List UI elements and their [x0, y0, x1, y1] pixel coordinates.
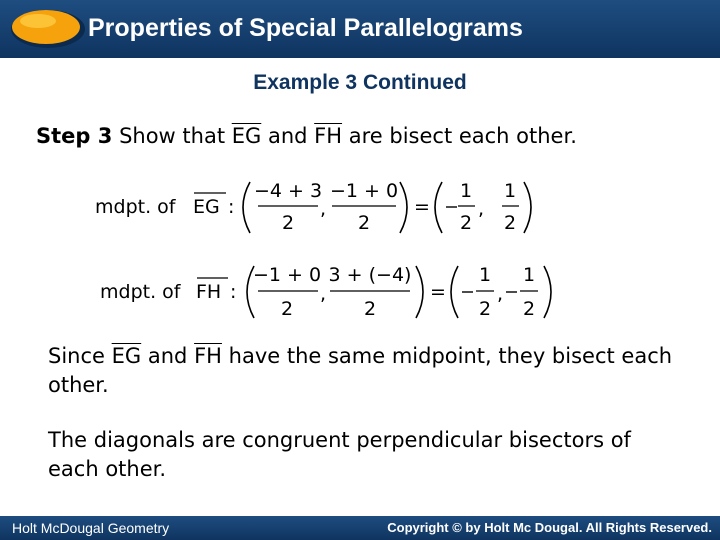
midpoint-fh-equation: [100, 264, 551, 320]
step-and: and: [267, 124, 308, 148]
segment-eg: $\overline{EG}$: [111, 344, 142, 368]
midpoint-eg-equation: [95, 180, 531, 234]
fraction-denominator: 2: [478, 298, 492, 320]
comma: ,: [320, 283, 327, 305]
fraction-numerator: 1: [522, 264, 536, 286]
right-paren: [544, 266, 551, 318]
conclusion-rest: have the same midpoint, they bisect each other.: [48, 344, 673, 397]
comma: ,: [478, 198, 485, 220]
fraction-numerator: −4 + 3: [253, 180, 323, 202]
summary-text: The diagonals are congruent perpendicular bisectors of each other.: [48, 428, 631, 481]
fraction-denominator: 2: [280, 298, 294, 320]
mdpt-label: mdpt. of: [100, 281, 181, 303]
fraction-denominator: 2: [357, 212, 371, 234]
comma: ,: [497, 283, 504, 305]
fraction-denominator: 2: [522, 298, 536, 320]
fraction-denominator: 2: [281, 212, 295, 234]
logo-icon: [8, 5, 86, 49]
step-instruction: [36, 124, 577, 148]
mdpt-label: mdpt. of: [95, 196, 176, 218]
fraction-numerator: 1: [478, 264, 492, 286]
footer-course: Holt McDougal Geometry: [12, 520, 170, 536]
colon: :: [230, 281, 237, 303]
comma: ,: [320, 198, 327, 220]
fraction-denominator: 2: [503, 212, 517, 234]
left-paren: [451, 266, 458, 318]
left-paren: [243, 182, 250, 233]
step-text-after: are bisect each other.: [348, 124, 577, 148]
step-text-before: Show that: [119, 124, 226, 148]
segment-fh: FH: [196, 281, 222, 303]
segment-eg: EG: [193, 196, 220, 218]
fraction-numerator: −1 + 0: [252, 264, 322, 286]
fraction-denominator: 2: [459, 212, 473, 234]
segment-fh: $\overline{FH}$: [314, 124, 343, 148]
slide-title: Properties of Special Parallelograms: [88, 14, 523, 42]
since-word: Since: [48, 344, 105, 368]
fraction-denominator: 2: [363, 298, 377, 320]
slide-subtitle: Example 3 Continued: [253, 71, 467, 94]
conclusion-text: [48, 342, 688, 400]
footer-bar: [0, 516, 720, 540]
step-label: Step 3: [36, 124, 113, 148]
footer-copyright: Copyright © by Holt Mc Dougal. All Rights Reserved.: [387, 520, 712, 535]
right-paren: [416, 266, 423, 318]
left-paren: [435, 182, 442, 233]
colon: :: [228, 196, 235, 218]
left-paren: [247, 266, 254, 318]
fraction-numerator: −1 + 0: [329, 180, 399, 202]
equals-sign: =: [430, 281, 446, 303]
fraction-numerator: 3 + (−4): [328, 264, 412, 286]
segment-fh: $\overline{FH}$: [194, 344, 222, 368]
equals-sign: =: [414, 196, 430, 218]
header-bar: [0, 0, 720, 58]
right-paren: [400, 182, 407, 233]
and-word: and: [147, 344, 188, 368]
right-paren: [524, 182, 531, 233]
fraction-numerator: 1: [459, 180, 473, 202]
segment-eg: $\overline{EG}$: [231, 124, 262, 148]
fraction-numerator: 1: [503, 180, 517, 202]
